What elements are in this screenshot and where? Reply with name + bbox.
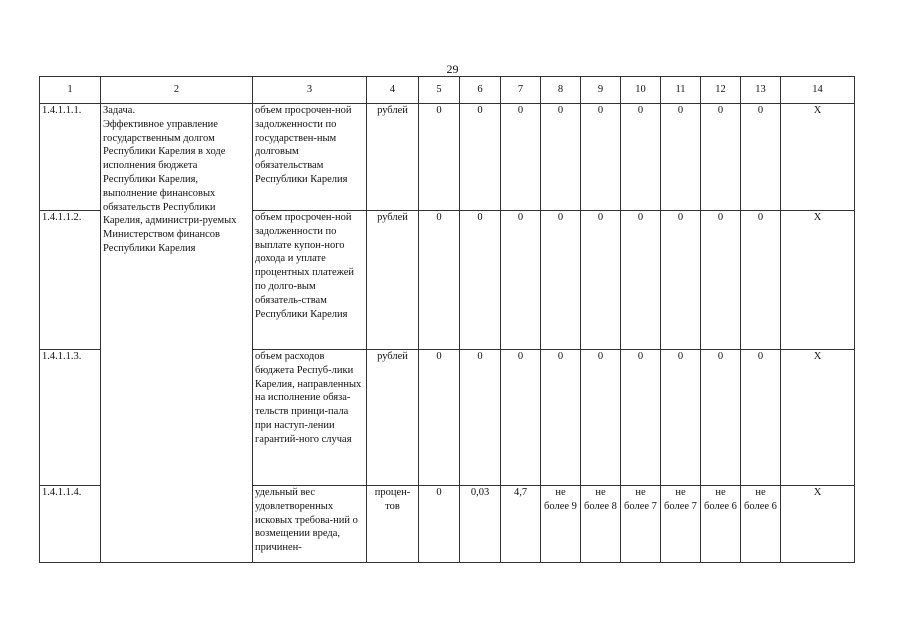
value-cell: 0 — [541, 104, 581, 211]
value-cell: 0 — [701, 350, 741, 486]
header-cell: 5 — [419, 77, 460, 104]
header-cell: 12 — [701, 77, 741, 104]
value-cell: 0,03 — [460, 486, 501, 563]
value-cell: не более 7 — [621, 486, 661, 563]
unit-cell: рублей — [367, 104, 419, 211]
value-cell: 0 — [661, 104, 701, 211]
value-cell: не более 9 — [541, 486, 581, 563]
value-cell: не более 7 — [661, 486, 701, 563]
col14-cell: X — [781, 350, 855, 486]
header-cell: 8 — [541, 77, 581, 104]
value-cell: 0 — [541, 211, 581, 350]
value-cell: 0 — [581, 211, 621, 350]
value-cell: 0 — [501, 211, 541, 350]
header-cell: 7 — [501, 77, 541, 104]
value-cell: 0 — [460, 104, 501, 211]
value-cell: 0 — [419, 486, 460, 563]
task-cell: Задача. Эффективное управление государственным долгом Республики Карелия в ходе исполнения бюджета Республики Карелия, выполнение финансовых обязательств Республики Карелия, администри-руемых Министерством финансов Республики Карелия — [101, 104, 253, 563]
unit-cell: рублей — [367, 350, 419, 486]
value-cell: 0 — [741, 211, 781, 350]
indicator-cell: объем просрочен-ной задолженности по выплате купон-ного дохода и уплате процентных платежей по долго-вым обязатель-ствам Республики Карелия — [253, 211, 367, 350]
value-cell: 0 — [581, 350, 621, 486]
header-cell: 10 — [621, 77, 661, 104]
row-code: 1.4.1.1.3. — [40, 350, 101, 486]
row-code: 1.4.1.1.4. — [40, 486, 101, 563]
value-cell: 0 — [621, 211, 661, 350]
value-cell: не более 6 — [741, 486, 781, 563]
value-cell: 0 — [419, 350, 460, 486]
page-number: 29 — [446, 62, 459, 76]
indicator-cell: объем расходов бюджета Респуб-лики Карелия, направленных на исполнение обяза-тельств принци-пала при наступ-лении гарантий-ного случая — [253, 350, 367, 486]
value-cell: не более 6 — [701, 486, 741, 563]
value-cell: 0 — [621, 104, 661, 211]
header-cell: 2 — [101, 77, 253, 104]
indicator-cell: удельный вес удовлетворенных исковых требова-ний о возмещении вреда, причинен- — [253, 486, 367, 563]
header-cell: 14 — [781, 77, 855, 104]
value-cell: 0 — [541, 350, 581, 486]
header-cell: 3 — [253, 77, 367, 104]
value-cell: 0 — [419, 211, 460, 350]
header-cell: 9 — [581, 77, 621, 104]
value-cell: 0 — [419, 104, 460, 211]
row-code: 1.4.1.1.2. — [40, 211, 101, 350]
value-cell: 0 — [701, 104, 741, 211]
value-cell: 0 — [501, 104, 541, 211]
col14-cell: X — [781, 486, 855, 563]
header-cell: 1 — [40, 77, 101, 104]
row-code: 1.4.1.1.1. — [40, 104, 101, 211]
col14-cell: X — [781, 104, 855, 211]
col14-cell: X — [781, 211, 855, 350]
indicators-table — [39, 76, 855, 563]
header-row — [40, 77, 855, 104]
value-cell: 0 — [501, 350, 541, 486]
unit-cell: процен-тов — [367, 486, 419, 563]
value-cell: 0 — [661, 350, 701, 486]
header-cell: 13 — [741, 77, 781, 104]
indicator-cell: объем просрочен-ной задолженности по государствен-ным долговым обязательствам Республики Карелия — [253, 104, 367, 211]
value-cell: 0 — [741, 350, 781, 486]
header-cell: 6 — [460, 77, 501, 104]
value-cell: 0 — [741, 104, 781, 211]
table-row — [40, 104, 855, 211]
value-cell: 0 — [621, 350, 661, 486]
value-cell: не более 8 — [581, 486, 621, 563]
value-cell: 4,7 — [501, 486, 541, 563]
value-cell: 0 — [661, 211, 701, 350]
header-cell: 11 — [661, 77, 701, 104]
value-cell: 0 — [460, 350, 501, 486]
unit-cell: рублей — [367, 211, 419, 350]
header-cell: 4 — [367, 77, 419, 104]
value-cell: 0 — [460, 211, 501, 350]
value-cell: 0 — [581, 104, 621, 211]
value-cell: 0 — [701, 211, 741, 350]
